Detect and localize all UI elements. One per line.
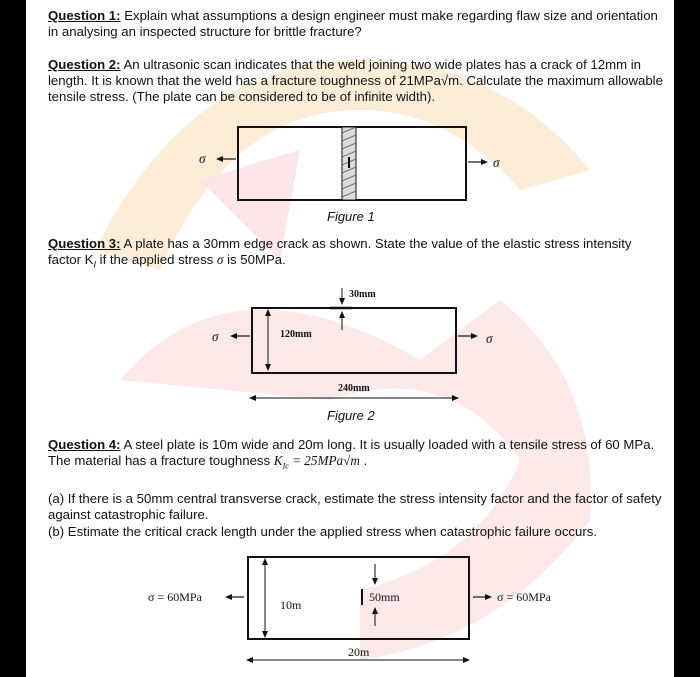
figure-1-caption: Figure 1 [327, 209, 375, 224]
question-4-kic: K [273, 453, 283, 468]
figure-3-sigma-right: σ = 60MPa [497, 590, 551, 604]
question-4-kic-subscript: Ic [282, 461, 289, 471]
question-4 [48, 437, 663, 475]
question-4-label: Question 4: [48, 437, 121, 452]
question-4-text: A steel plate is 10m wide and 20m long. It is usually loaded with a tensile stress of 60 MPa. The material has a fracture toughness [48, 437, 655, 468]
figure-2-sigma-left: σ [212, 329, 219, 344]
question-3 [48, 236, 663, 273]
question-4-kic-value: = 25MPa√m [288, 453, 360, 468]
figure-2-width-label: 240mm [338, 383, 370, 394]
question-2-text: An ultrasonic scan indicates that the weld joining two wide plates has a crack of 12mm in length. It is known that the weld has a fracture toughness of 21MPa√m. Calculate the maximum allowable tensile stress. (The plate can be considered to be of infinite width). [48, 57, 663, 104]
question-4a: (a) If there is a 50mm central transverse crack, estimate the stress intensity factor and the factor of safety against catastrophic failure. [48, 491, 662, 522]
figure-1-sigma-left: σ [199, 151, 206, 166]
figure-3-width-label: 20m [348, 645, 370, 659]
figure-2-sigma-right: σ [486, 331, 493, 346]
figure-3-crack-label: 50mm [369, 590, 400, 604]
left-border [0, 0, 26, 677]
question-3-text-b: if the applied stress [95, 252, 217, 267]
figure-3-height-label: 10m [280, 598, 302, 612]
question-2 [48, 57, 663, 105]
figure-1-sigma-right: σ [493, 155, 500, 170]
question-1-label: Question 1: [48, 8, 121, 23]
question-3-sigma: σ [216, 252, 224, 267]
question-1-text: Explain what assumptions a design engineer must make regarding flaw size and orientation in analysing an inspected structure for brittle fracture? [48, 8, 658, 39]
question-3-text-a: A plate has a 30mm edge crack as shown. State the value of the elastic stress intensity factor K [48, 236, 632, 267]
figure-2-height-label: 120mm [280, 329, 312, 340]
figure-3-sigma-left: σ = 60MPa [148, 590, 202, 604]
question-3-text-c: is 50MPa. [223, 252, 286, 267]
question-3-label: Question 3: [48, 236, 121, 251]
question-4-tail: . [359, 453, 368, 468]
figure-2-caption: Figure 2 [327, 408, 375, 423]
question-3-subscript: I [93, 259, 96, 270]
question-2-label: Question 2: [48, 57, 121, 72]
question-4b: (b) Estimate the critical crack length under the applied stress when catastrophic failure occurs. [48, 524, 598, 539]
figure-2-crack-label: 30mm [349, 289, 376, 300]
right-border [674, 0, 700, 677]
question-1 [48, 8, 663, 40]
